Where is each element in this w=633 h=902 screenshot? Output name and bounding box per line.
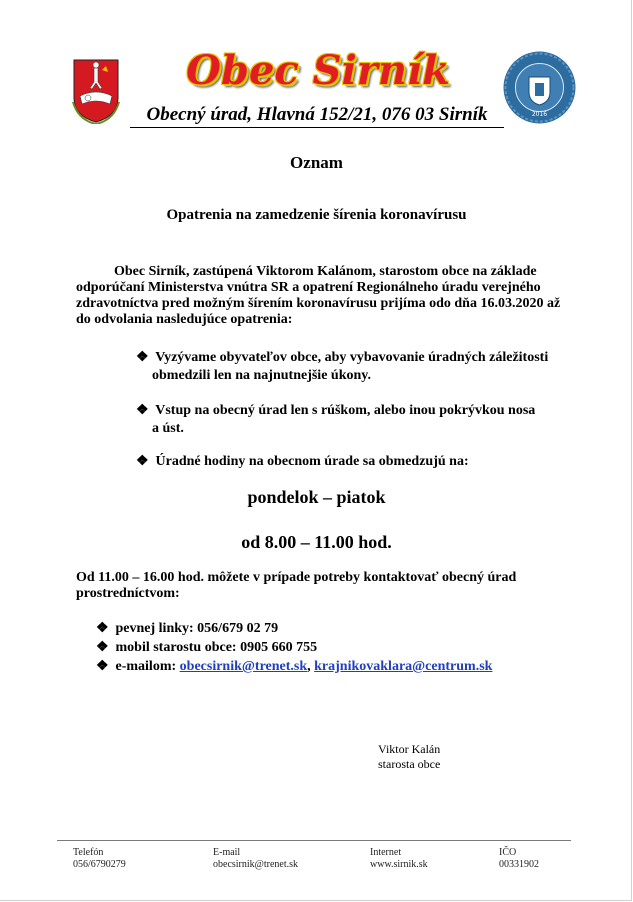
office-address: Obecný úrad, Hlavná 152/21, 076 03 Sirník bbox=[130, 104, 504, 128]
phone-text: pevnej linky: 056/679 02 79 bbox=[115, 621, 279, 636]
bullet-icon: ❖ bbox=[96, 659, 109, 674]
bullet-icon: ❖ bbox=[96, 640, 109, 655]
contact-phone bbox=[96, 620, 278, 638]
footer-internet-label: Internet bbox=[370, 847, 402, 858]
email-link-mayor[interactable]: krajnikovaklara@centrum.sk bbox=[314, 659, 493, 674]
footer-ico-label: IČO bbox=[499, 847, 517, 858]
mobile-text: mobil starostu obce: 0905 660 755 bbox=[115, 640, 318, 655]
bullet-icon: ❖ bbox=[96, 621, 109, 636]
office-days: pondelok – piatok bbox=[247, 487, 386, 507]
email-separator: , bbox=[307, 659, 311, 674]
bullet-icon: ❖ bbox=[136, 350, 149, 365]
footer-divider bbox=[57, 840, 571, 841]
municipality-title: Obec Sirník bbox=[186, 47, 450, 94]
coat-of-arms-icon bbox=[72, 58, 120, 124]
email-label: e-mailom: bbox=[115, 659, 177, 674]
signature-role: starosta obce bbox=[378, 757, 441, 771]
bullet-text: Vyzývame obyvateľov obce, aby vybavovanie úradných záležitosti bbox=[155, 350, 549, 365]
contact-intro: Od 11.00 – 16.00 hod. môžete v prípade potreby kontaktovať obecný úrad prostredníctvom: bbox=[76, 570, 517, 601]
footer-email-value: obecsirnik@trenet.sk bbox=[213, 859, 299, 870]
seal-icon bbox=[502, 50, 577, 125]
notice-subject: Opatrenia na zamedzenie šírenia koronavírusu bbox=[166, 207, 467, 223]
bullet-icon: ❖ bbox=[136, 454, 149, 469]
list-item bbox=[136, 453, 586, 471]
bullet-icon: ❖ bbox=[136, 403, 149, 418]
footer-phone-label: Telefón bbox=[73, 847, 104, 858]
signature-name: Viktor Kalán bbox=[378, 742, 441, 756]
svg-text:2016: 2016 bbox=[531, 111, 548, 118]
footer-email-label: E-mail bbox=[213, 847, 241, 858]
office-hours: od 8.00 – 11.00 hod. bbox=[241, 532, 392, 552]
contact-mobile bbox=[96, 639, 317, 657]
footer-ico-value: 00331902 bbox=[499, 859, 539, 870]
footer-phone-value: 056/6790279 bbox=[73, 859, 126, 870]
bullet-text-cont: obmedzili len na najnutnejšie úkony. bbox=[152, 368, 371, 383]
list-item bbox=[136, 349, 586, 385]
email-link-office[interactable]: obecsirnik@trenet.sk bbox=[179, 659, 308, 674]
bullet-text: Úradné hodiny na obecnom úrade sa obmedzujú na: bbox=[155, 454, 469, 469]
list-item bbox=[136, 402, 556, 438]
bullet-text: Vstup na obecný úrad len s rúškom, alebo inou pokrývkou nosa bbox=[155, 403, 536, 418]
footer-internet-value: www.sirnik.sk bbox=[370, 859, 428, 870]
bullet-text-cont: a úst. bbox=[152, 421, 184, 436]
contact-email bbox=[96, 658, 492, 676]
notice-heading: Oznam bbox=[290, 153, 343, 172]
intro-paragraph: Obec Sirník, zastúpená Viktorom Kalánom, starostom obce na základe odporúčaní Ministerstva vnútra SR a opatrení Regionálneho úradu verejného zdravotníctva pred možným šírením koronavírusu prijíma odo dňa 16.03.2020 až do odvolania nasledujúce opatrenia: bbox=[76, 264, 561, 327]
